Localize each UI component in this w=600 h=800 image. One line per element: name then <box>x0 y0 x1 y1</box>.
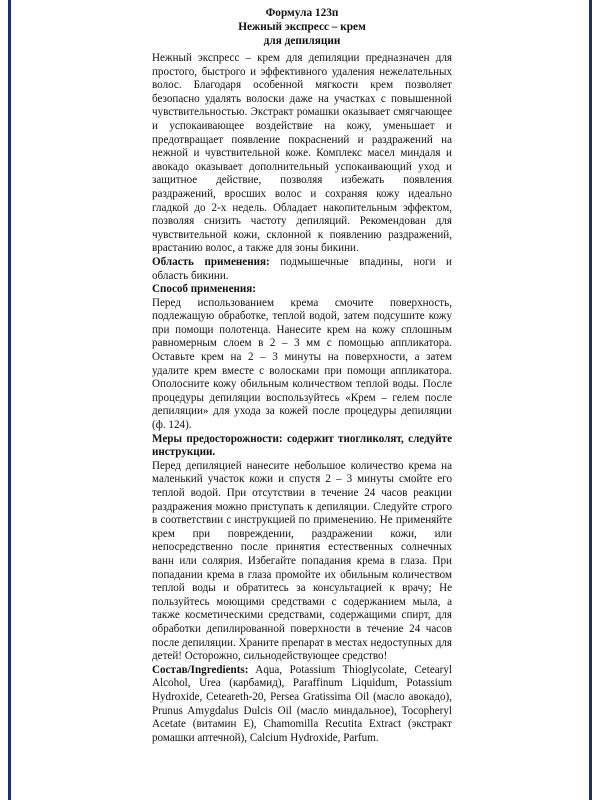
ingredients-heading: Состав/Ingredients: <box>152 663 249 676</box>
usage-heading: Способ применения: <box>152 283 256 296</box>
warnings-lead: содержит тиогликолят, следуйте инструкции. <box>152 432 452 459</box>
ingredients-text: Aqua, Potassium Thioglycolate, Cetearyl Alcohol, Urea (карбамид), Paraffinum Liquidum, Potassium Hydroxide, Ceteareth-20, Persea Gratissima Oil (масло авокадо), Prunus Amygdalus Dulcis Oil (масло миндальное), Tocopheryl Acetate (витамин Е), Chamomilla Recutita Extract (экстракт ромашки аптечной), Calcium Hydroxide, Parfum. <box>152 663 452 744</box>
title-line-name: Нежный экспресс – крем <box>238 21 366 33</box>
usage-heading-line <box>152 283 452 297</box>
application-area-section <box>152 256 452 283</box>
warnings-heading: Меры предосторожности: <box>152 432 283 445</box>
application-area-text: подмышечные впадины, ноги и область бикини. <box>152 255 452 282</box>
title-line-formula: Формула 123п <box>265 7 339 19</box>
left-border-rule <box>8 0 11 800</box>
intro-paragraph: Нежный экспресс – крем для депиляции предназначен для простого, быстрого и эффективного удаления нежелательных волос. Благодаря особенной мягкости крем позволяет безопасно удалять волоски даже на участках с повышенной чувствительностью. Экстракт ромашки оказывает смягчающее и успокаивающее воздействие на кожу, уменьшает и предотвращает появление покраснений и раздражений на нежной и чувствительной коже. Комплекс масел миндаля и авокадо оказывает дополнительный успокаивающий уход и защитное действие, позволяя избежать появления раздражений, вросших волос и сохраняя кожу идеально гладкой до 2-х недель. Обладает накопительным эффектом, позволяя снизить частоту депиляций. Рекомендован для чувствительной кожи, склонной к появлению раздражений, врастанию волос, а также для зоны бикини. <box>152 52 452 255</box>
usage-paragraph: Перед использованием крема смочите поверхность, подлежащую обработке, теплой водой, затем подсушите кожу при помощи полотенца. Нанесите крем на кожу сплошным равномерным слоем в 2 – 3 мм с помощью аппликатора. Оставьте крем на 2 – 3 минуты на поверхности, а затем удалите крем вместе с волосками при помощи аппликатора. Ополосните кожу обильным количеством теплой воды. После процедуры депиляции воспользуйтесь «Крем – гелем после депиляции» для ухода за кожей после процедуры депиляции (ф. 124). <box>152 296 452 432</box>
application-area-heading: Область применения: <box>152 255 270 268</box>
product-title <box>152 6 452 48</box>
warnings-paragraph: Перед депиляцией нанесите небольшое количество крема на маленький участок кожи и спустя 2 – 3 минуты смойте его теплой водой. При отсутствии в течение 24 часов реакции раздражения можно приступать к депиляции. Следуйте строго в соответствии с инструкцией по применению. Не применяйте крем при повреждении, раздражении кожи, или непосредственно после принятия естественных солнечных ванн или солярия. Избегайте попадания крема в глаза. При попадании крема в глаза промойте их обильным количеством теплой воды и обратитесь за консультацией к врачу; Не пользуйтесь моющими средствами с содержанием мыла, а также косметическими средствами, содержащими спирт, для обработки депилированной поверхности в течение 24 часов после депиляции. Храните препарат в местах недоступных для детей! Осторожно, сильнодействующее средство! <box>152 459 452 663</box>
label-text-column <box>152 6 452 745</box>
title-line-purpose: для депиляции <box>263 35 341 47</box>
right-border-rule <box>589 0 592 800</box>
warnings-heading-line <box>152 433 452 460</box>
ingredients-section <box>152 664 452 746</box>
